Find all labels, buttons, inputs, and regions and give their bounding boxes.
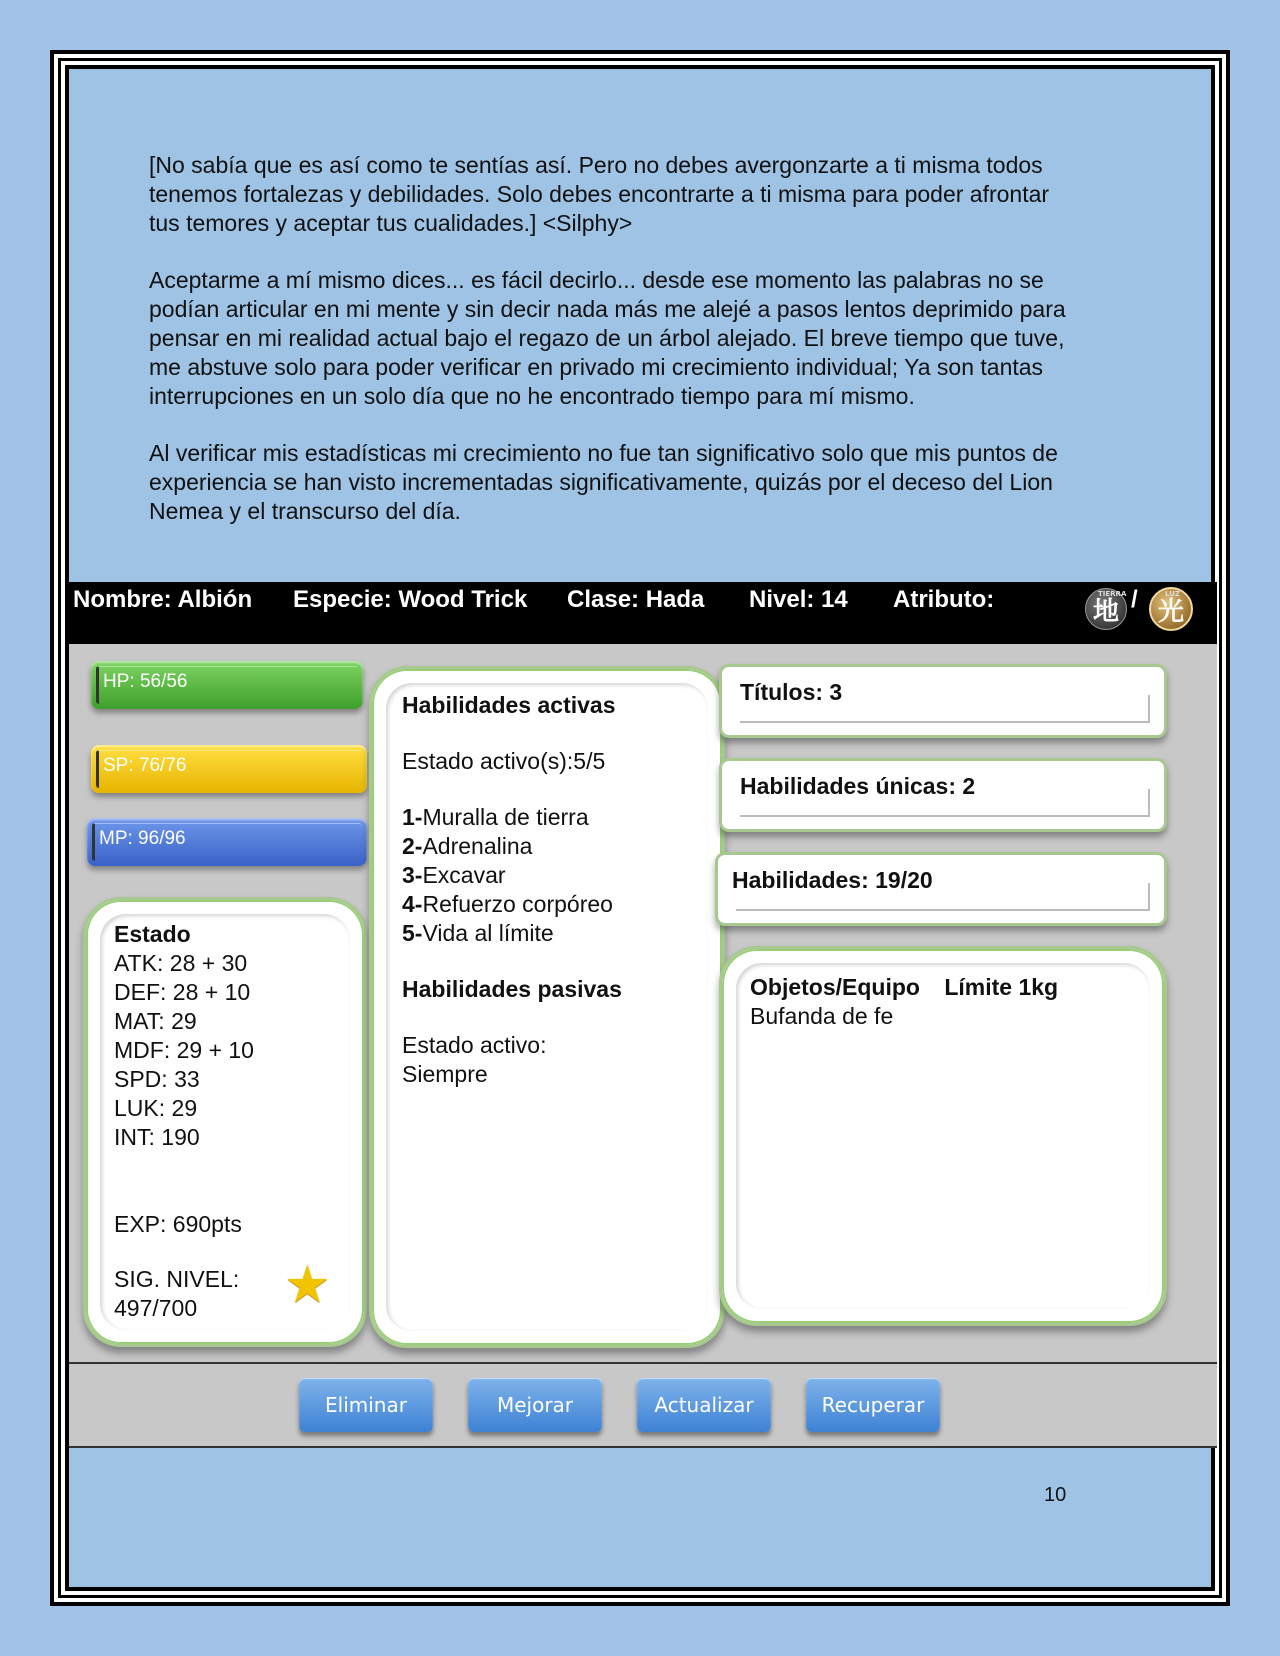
- story-paragraph-1: [No sabía que es así como te sentías así. Pero no debes avergonzarte a ti misma todos tenemos fortalezas y debilidades. Solo debes encontrarte a ti misma para poder afrontar tus temores y aceptar tus cualidades.] <Silphy>: [149, 152, 1050, 236]
- species-field: Especie: Wood Trick: [293, 586, 528, 613]
- attribute-separator: /: [1131, 586, 1138, 613]
- passive-skills-status: Estado activo:: [402, 1032, 547, 1058]
- passive-skills-value: Siempre: [402, 1061, 488, 1087]
- delete-button[interactable]: Eliminar: [299, 1378, 433, 1432]
- improve-button[interactable]: Mejorar: [468, 1378, 602, 1432]
- story-paragraph-2: Aceptarme a mí mismo dices... es fácil decirlo... desde ese momento las palabras no se podían articular en mi mente y sin decir nada más me alejé a pasos lentos deprimido para pensar en mi realidad actual bajo el regazo de un árbol alejado. El breve tiempo que tuve, me abstuve solo para poder verificar en privado mi crecimiento individual; Ya son tantas interrupciones en un solo día que no he encontrado tiempo para mí mismo.: [149, 267, 1066, 409]
- titles-counter-label: Títulos: 3: [740, 679, 843, 705]
- skill-number: 4-: [402, 891, 423, 917]
- unique-skills-counter-label: Habilidades únicas: 2: [740, 773, 976, 799]
- light-attribute-caption: LUZ: [1165, 590, 1180, 598]
- skill-number: 2-: [402, 833, 423, 859]
- active-skills-title: Habilidades activas: [402, 692, 616, 718]
- stat-def: DEF: 28 + 10: [114, 979, 251, 1005]
- sp-label: SP: 76/76: [103, 755, 187, 776]
- skill-name: Refuerzo corpóreo: [422, 891, 613, 917]
- recover-button[interactable]: Recuperar: [806, 1378, 940, 1432]
- skills-list: [402, 691, 702, 1089]
- mp-label: MP: 96/96: [99, 828, 186, 849]
- inventory-title: Objetos/Equipo: [750, 974, 920, 1000]
- stats-title: Estado: [114, 921, 191, 947]
- skill-number: 1-: [402, 804, 423, 830]
- stats-list: [114, 920, 254, 1323]
- page-frame-mid: [58, 58, 1222, 1598]
- next-level-value: 497/700: [114, 1295, 198, 1321]
- earth-attribute-glyph: 地: [1092, 596, 1119, 627]
- inventory-card: [719, 946, 1167, 1326]
- level-field: Nivel: 14: [749, 586, 848, 613]
- active-skill-item: [402, 919, 702, 948]
- stat-exp: EXP: 690pts: [114, 1211, 242, 1237]
- skill-number: 5-: [402, 920, 423, 946]
- titles-counter: [719, 664, 1167, 738]
- skills-counter-label: Habilidades: 19/20: [732, 867, 933, 893]
- hp-bar: [91, 661, 363, 709]
- skills-card: [369, 666, 725, 1348]
- sp-bar: [91, 745, 367, 793]
- light-attribute-icon: [1149, 587, 1193, 631]
- status-panel: [69, 644, 1217, 1362]
- inventory-list: [750, 973, 1058, 1031]
- star-icon: ★: [284, 1256, 331, 1314]
- name-field: Nombre: Albión: [73, 586, 253, 613]
- next-level-label: SIG. NIVEL:: [114, 1266, 240, 1292]
- stat-mdf: MDF: 29 + 10: [114, 1037, 254, 1063]
- stat-luk: LUK: 29: [114, 1095, 198, 1121]
- inventory-item: Bufanda de fe: [750, 1003, 894, 1029]
- stat-atk: ATK: 28 + 30: [114, 950, 248, 976]
- unique-skills-counter: [719, 758, 1167, 832]
- skill-name: Vida al límite: [422, 920, 554, 946]
- page-frame-inner: [65, 65, 1215, 1591]
- passive-skills-title: Habilidades pasivas: [402, 976, 622, 1002]
- active-skill-item: [402, 861, 702, 890]
- story-text: [149, 151, 1079, 554]
- page-frame: [50, 50, 1230, 1606]
- stat-spd: SPD: 33: [114, 1066, 200, 1092]
- skill-name: Muralla de tierra: [422, 804, 589, 830]
- active-skill-item: [402, 803, 702, 832]
- active-skill-item: [402, 890, 702, 919]
- skills-counter: [715, 852, 1167, 926]
- story-paragraph-3: Al verificar mis estadísticas mi crecimiento no fue tan significativo solo que mis puntos de experiencia se han visto incrementadas significativamente, quizás por el deceso del Lion Nemea y el transcurso del día.: [149, 440, 1058, 524]
- stats-card: [83, 897, 367, 1347]
- class-field: Clase: Hada: [567, 586, 705, 613]
- update-button[interactable]: Actualizar: [637, 1378, 771, 1432]
- light-attribute-glyph: 光: [1157, 596, 1184, 627]
- action-bar: [69, 1362, 1217, 1448]
- skill-name: Excavar: [422, 862, 506, 888]
- active-skill-item: [402, 832, 702, 861]
- skill-name: Adrenalina: [422, 833, 533, 859]
- attribute-label: Atributo:: [893, 586, 995, 613]
- mp-bar: [87, 818, 367, 866]
- earth-attribute-icon: [1085, 588, 1127, 630]
- character-header: [69, 582, 1217, 644]
- hp-label: HP: 56/56: [103, 671, 188, 692]
- active-skills-status: Estado activo(s):5/5: [402, 748, 606, 774]
- stat-mat: MAT: 29: [114, 1008, 197, 1034]
- stat-int: INT: 190: [114, 1124, 200, 1150]
- inventory-limit: Límite 1kg: [944, 974, 1059, 1000]
- page-number: 10: [1044, 1484, 1067, 1506]
- earth-attribute-caption: TIERRA: [1098, 590, 1127, 598]
- skill-number: 3-: [402, 862, 423, 888]
